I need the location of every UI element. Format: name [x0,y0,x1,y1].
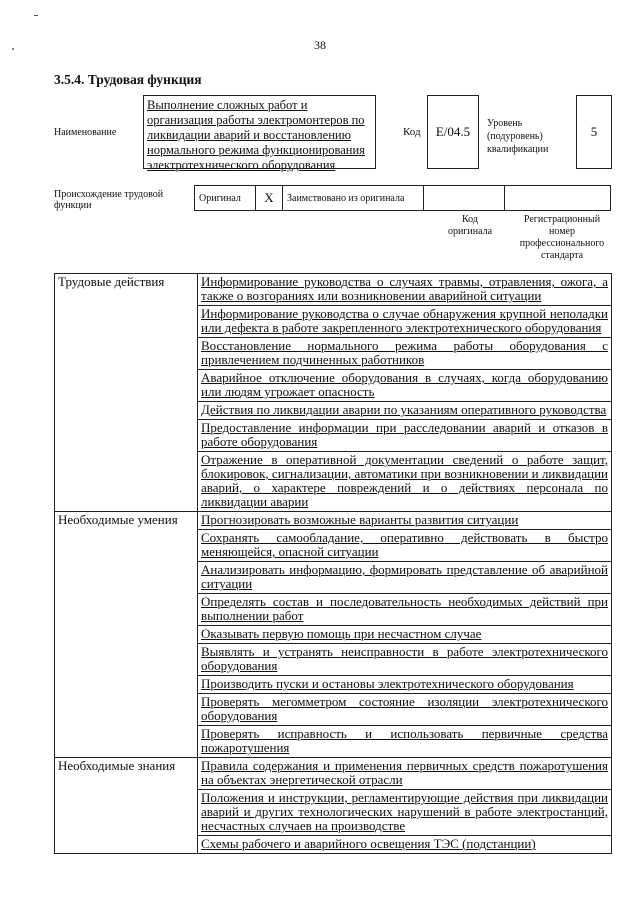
origin-row [195,185,612,211]
original-mark: X [255,185,283,211]
section-title: 3.5.4. Трудовая функция [54,72,202,87]
code-original-label: Код оригинала [447,214,493,237]
reg-number-label: Регистрационный номер профессионального стандарта [519,214,605,261]
category-cell: Трудовые действия [55,274,198,512]
item-cell: Действия по ликвидации аварии по указаниям оперативного руководства [198,402,612,420]
item-cell: Проверять исправность и использовать первичные средства пожаротушения [198,726,612,758]
item-cell: Производить пуски и остановы электротехнического оборудования [198,676,612,694]
item-cell: Правила содержания и применения первичных средств пожаротушения на объектах энергетической отрасли [198,758,612,790]
item-cell: Сохранять самообладание, оперативно действовать в быстро меняющейся, опасной ситуации [198,530,612,562]
reg-number-cell [504,185,611,211]
item-cell: Выявлять и устранять неисправности в работе электротехнического оборудования [198,644,612,676]
function-name: Выполнение сложных работ и организация работы электромонтеров по ликвидации аварий и восстановлению нормального режима функционирования электротехнического оборудования [143,95,376,169]
function-details-table [54,273,612,854]
item-cell: Анализировать информацию, формировать представление об аварийной ситуации [198,562,612,594]
code-original-cell [423,185,505,211]
item-cell: Информирование руководства о случае обнаружения крупной неполадки или дефекта в работе закрепленного электротехнического оборудования [198,306,612,338]
item-cell: Восстановление нормального режима работы оборудования с привлечением подчиненных работников [198,338,612,370]
item-cell: Отражение в оперативной документации сведений о работе защит, блокировок, сигнализации, автоматики при возникновении и ликвидации аварий, о характере повреждений и о действиях персонала по ликвидации аварии [198,452,612,512]
item-cell: Проверять мегомметром состояние изоляции электротехнического оборудования [198,694,612,726]
item-cell: Информирование руководства о случаях травмы, отравления, ожога, а также о возгораниях или возникновении аварийной ситуации [198,274,612,306]
table-row [55,758,612,790]
item-cell: Положения и инструкции, регламентирующие действия при ликвидации аварий и других технологических нарушений в работе электростанций, несчастных случаев на производстве [198,790,612,836]
level-label: Уровень (подуровень) квалификации [487,118,549,155]
table-row [55,274,612,306]
item-cell: Предоставление информации при расследовании аварий и отказов в работе оборудования [198,420,612,452]
name-label: Наименование [54,127,117,138]
item-cell: Оказывать первую помощь при несчастном случае [198,626,612,644]
page-number: 38 [314,38,326,52]
borrowed-label: Заимствовано из оригинала [282,185,424,211]
origin-label: Происхождение трудовой функции [54,189,164,211]
code-label: Код [403,126,421,138]
category-cell: Необходимые умения [55,512,198,758]
item-cell: Прогнозировать возможные варианты развития ситуации [198,512,612,530]
item-cell: Схемы рабочего и аварийного освещения ТЭС (подстанции) [198,836,612,854]
item-cell: Аварийное отключение оборудования в случаях, когда оборудованию или людям угрожает опасность [198,370,612,402]
original-label: Оригинал [194,185,256,211]
function-code: E/04.5 [427,95,479,169]
qualification-level: 5 [576,95,612,169]
item-cell: Определять состав и последовательность необходимых действий при выполнении работ [198,594,612,626]
table-row [55,512,612,530]
scan-mark [34,15,38,16]
category-cell: Необходимые знания [55,758,198,854]
